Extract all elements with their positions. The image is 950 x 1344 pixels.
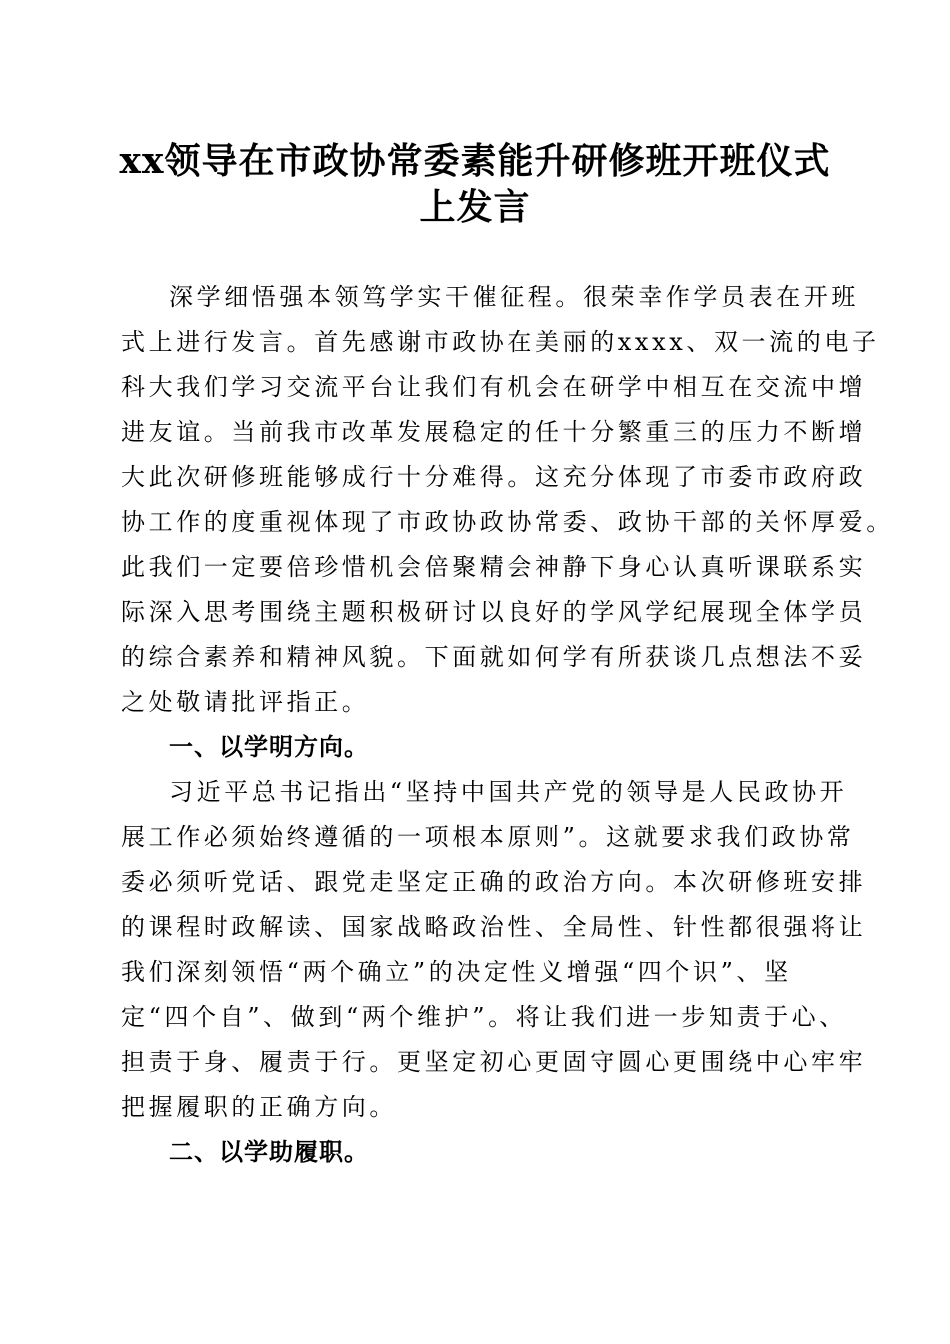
document-title-line-1: xx领导在市政协常委素能升研修班开班仪式: [119, 140, 831, 182]
document-title-line-2: 上发言: [419, 186, 531, 228]
paragraph-1-line: 之处敬请批评指正。: [121, 688, 370, 716]
paragraph-1-line: 大此次研修班能够成行十分难得。这充分体现了市委市政府政: [121, 463, 867, 491]
paragraph-2-line: 担责于身、履责于行。更坚定初心更固守圆心更围绕中心牢牢: [121, 1048, 867, 1076]
paragraph-1-line: 际深入思考围绕主题积极研讨以良好的学风学纪展现全体学员: [121, 598, 867, 626]
paragraph-2-line: 把握履职的正确方向。: [121, 1093, 397, 1121]
paragraph-1-line: 此我们一定要倍珍惜机会倍聚精会神静下身心认真听课联系实: [121, 553, 867, 581]
paragraph-1-line: 进友谊。当前我市改革发展稳定的任十分繁重三的压力不断增: [121, 418, 867, 446]
paragraph-2-line: 我们深刻领悟“两个确立”的决定性义增强“四个识”、坚: [121, 958, 792, 986]
section-heading-1: 一、以学明方向。: [169, 733, 369, 761]
section-heading-2: 二、以学助履职。: [169, 1138, 369, 1166]
paragraph-1-line: 式上进行发言。首先感谢市政协在美丽的xxxx、双一流的电子: [121, 328, 880, 356]
paragraph-1-line: 协工作的度重视体现了市政协政协常委、政协干部的关怀厚爱。: [121, 508, 894, 536]
paragraph-1-line: 深学细悟强本领笃学实干催征程。很荣幸作学员表在开班: [169, 283, 859, 311]
paragraph-2-line: 习近平总书记指出“坚持中国共产党的领导是人民政协开: [169, 778, 848, 806]
paragraph-1-line: 的综合素养和精神风貌。下面就如何学有所获谈几点想法不妥: [121, 643, 867, 671]
paragraph-2-line: 的课程时政解读、国家战略政治性、全局性、针性都很强将让: [121, 913, 867, 941]
paragraph-2-line: 委必须听党话、跟党走坚定正确的政治方向。本次研修班安排: [121, 868, 867, 896]
paragraph-1-line: 科大我们学习交流平台让我们有机会在研学中相互在交流中增: [121, 373, 867, 401]
paragraph-2-line: 展工作必须始终遵循的一项根本原则”。这就要求我们政协常: [121, 823, 855, 851]
paragraph-2-line: 定“四个自”、做到“两个维护”。将让我们进一步知责于心、: [121, 1003, 847, 1031]
